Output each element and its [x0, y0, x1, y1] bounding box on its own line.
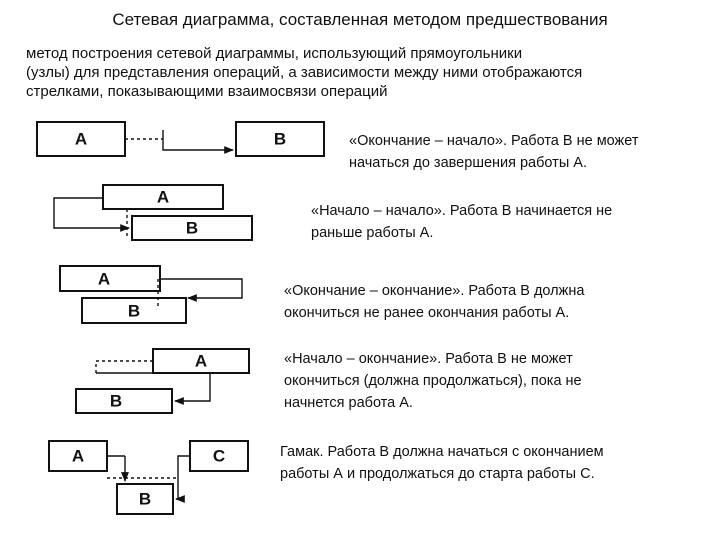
caption-line: окончиться (должна продолжаться), пока не	[284, 373, 582, 389]
box-a-label: A	[74, 129, 88, 149]
box-a-label: A	[71, 446, 85, 466]
slide-title: Сетевая диаграмма, составленная методом предшествования	[112, 10, 608, 29]
caption-line: окончиться не ранее окончания работы А.	[284, 305, 570, 321]
caption-line: начаться до завершения работы А.	[349, 155, 587, 171]
box-a-label: A	[156, 187, 170, 207]
box-a-label: A	[97, 269, 111, 289]
caption-line: раньше работы А.	[311, 225, 434, 241]
finish-start-diagram	[37, 122, 324, 156]
caption-line: Гамак. Работа В должна начаться с окончанием	[280, 444, 604, 460]
caption-line: работы А и продолжаться до старта работы С.	[280, 466, 595, 482]
intro-line: стрелками, показывающими взаимосвязи операций	[26, 83, 388, 100]
caption-start-finish	[284, 348, 582, 414]
caption-line: «Окончание – начало». Работа В не может	[349, 133, 639, 149]
box-a-label: A	[194, 351, 208, 371]
caption-line: «Начало – окончание». Работа В не может	[284, 351, 573, 367]
start-finish-diagram	[76, 349, 249, 413]
caption-line: «Окончание – окончание». Работа В должна	[284, 283, 585, 299]
link-c-to-b	[176, 456, 190, 499]
finish-finish-diagram	[60, 266, 242, 323]
box-c-label: C	[212, 446, 226, 466]
caption-line: начнется работа А.	[284, 395, 413, 411]
caption-start-start	[311, 200, 612, 244]
box-b-label: B	[109, 391, 123, 411]
intro-line: метод построения сетевой диаграммы, использующий прямоугольники	[26, 45, 523, 62]
box-b	[76, 389, 172, 413]
caption-finish-start	[349, 130, 638, 174]
caption-finish-finish	[284, 280, 584, 324]
box-b-label: B	[273, 129, 287, 149]
box-b-label: B	[138, 489, 152, 509]
dashed-link	[96, 361, 153, 373]
caption-hammock	[280, 441, 604, 485]
intro-line: (узлы) для представления операций, а зависимости между ними отображаются	[26, 64, 583, 81]
box-b-label: B	[185, 218, 199, 238]
hammock-diagram	[49, 441, 248, 514]
caption-line: «Начало – начало». Работа В начинается не	[311, 203, 613, 219]
start-start-diagram	[54, 185, 252, 240]
dependency-arrow	[163, 130, 233, 150]
box-b-label: B	[127, 301, 141, 321]
dependency-arrow	[160, 279, 242, 298]
